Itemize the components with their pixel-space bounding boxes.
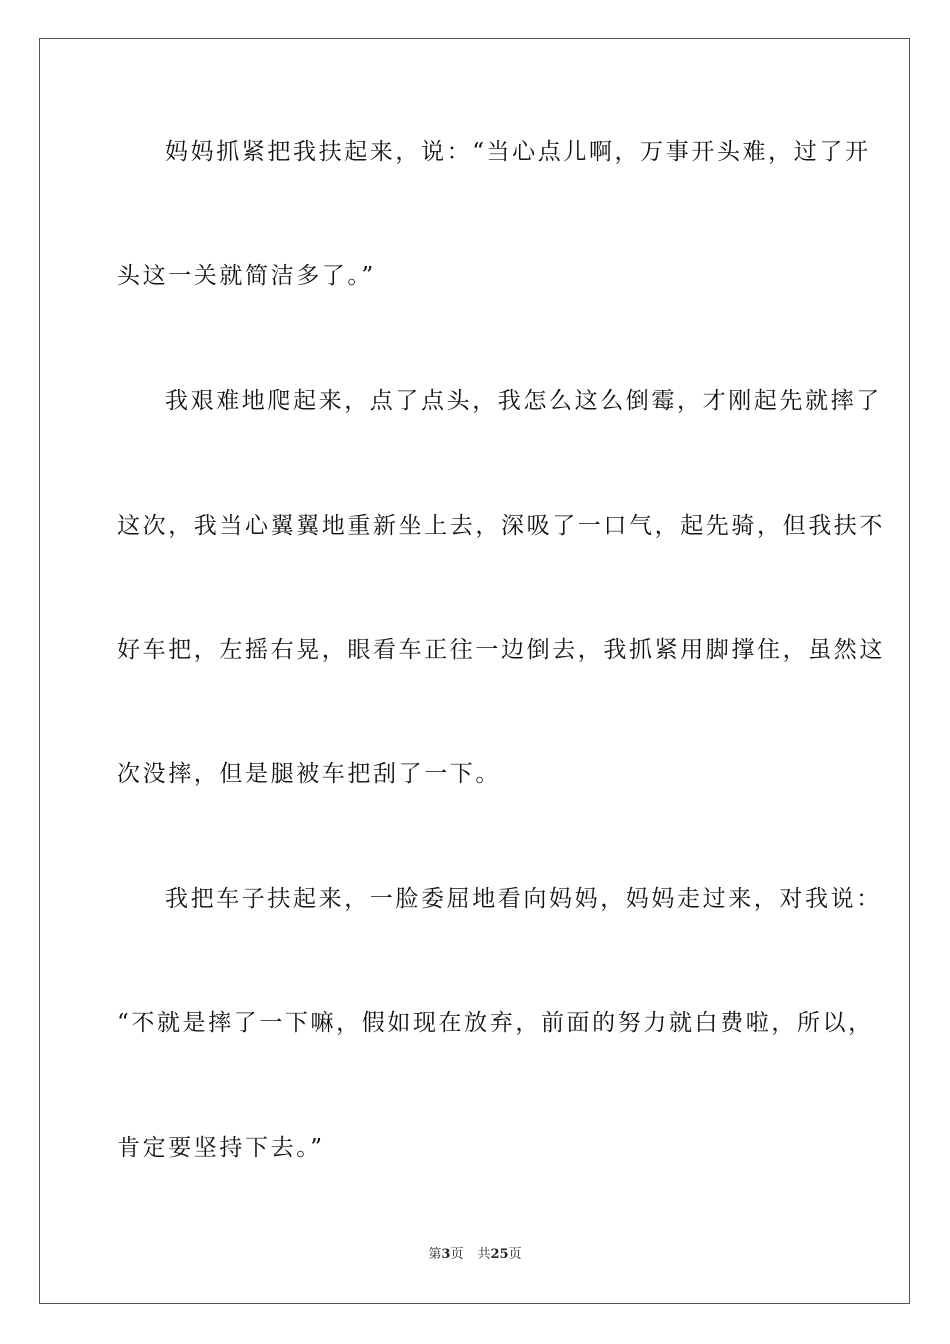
paragraph-3-line-3: 肯定要坚持下去。”: [117, 1135, 325, 1161]
page-border: [39, 38, 910, 1304]
paragraph-2-line-1: 我艰难地爬起来，点了点头，我怎么这么倒霉，才刚起先就摔了: [165, 388, 882, 414]
page-footer: [0, 1246, 950, 1264]
paragraph-3-line-1: 我把车子扶起来，一脸委屈地看向妈妈，妈妈走过来，对我说：: [165, 886, 882, 912]
page-prefix: 第: [428, 1247, 442, 1262]
total-suffix: 页: [508, 1247, 522, 1262]
paragraph-2-line-3: 好车把，左摇右晃，眼看车正往一边倒去，我抓紧用脚撑住，虽然这: [117, 637, 885, 663]
paragraph-1-line-1: 妈妈抓紧把我扶起来，说：“当心点儿啊，万事开头难，过了开: [165, 139, 871, 165]
page-suffix: 页: [450, 1247, 464, 1262]
page-number: 3: [441, 1247, 451, 1262]
paragraph-2-line-2: 这次，我当心翼翼地重新坐上去，深吸了一口气，起先骑，但我扶不: [117, 513, 885, 539]
paragraph-2-line-4: 次没摔，但是腿被车把刮了一下。: [117, 761, 501, 787]
paragraph-1-line-2: 头这一关就简洁多了。”: [117, 263, 376, 289]
total-pages: 25: [490, 1247, 509, 1262]
paragraph-3-line-2: “不就是摔了一下嘛，假如现在放弃，前面的努力就白费啦，所以，: [117, 1010, 874, 1036]
total-prefix: 共: [477, 1247, 491, 1262]
